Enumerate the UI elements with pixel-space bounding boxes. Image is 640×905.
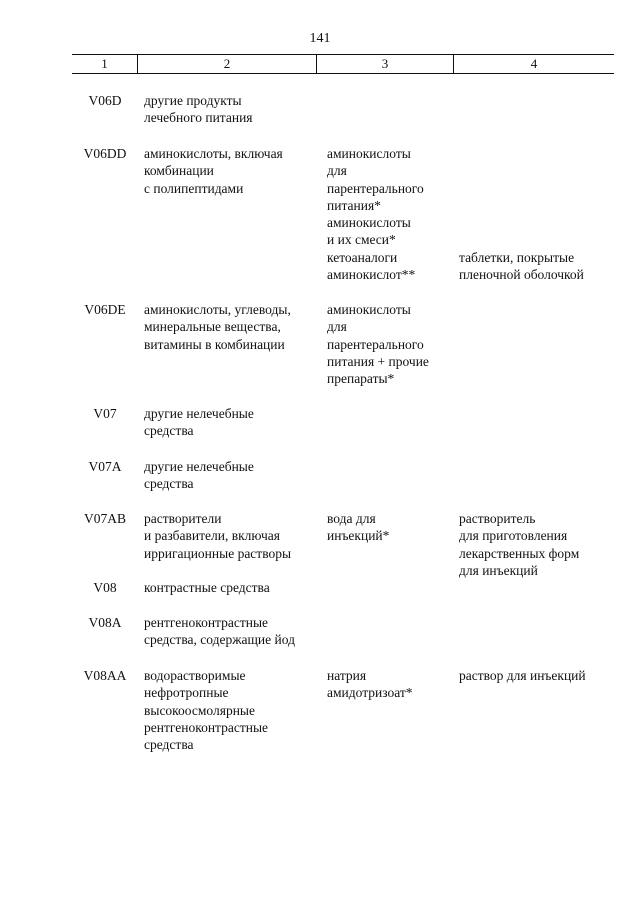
- atc-code: V07AB: [83, 511, 126, 526]
- group-name: контрастные средства: [144, 580, 270, 595]
- drug-name: аминокислоты для парентерального питания + прочие препараты*: [327, 302, 429, 387]
- drug-name: натрия амидотризоат*: [327, 668, 413, 701]
- atc-code: V08AA: [83, 668, 127, 683]
- header-bottom-rule: [72, 73, 614, 74]
- header-col-1: 1: [101, 56, 108, 71]
- header-col-3: 3: [381, 56, 389, 71]
- group-name: аминокислоты, углеводы, минеральные вещества, витамины в комбинации: [144, 302, 291, 352]
- table-header: [72, 54, 614, 74]
- atc-code: V06DE: [84, 302, 126, 317]
- drug-name: аминокислоты для парентерального питания* аминокислоты и их смеси* кетоаналоги аминокислот**: [327, 146, 424, 283]
- page-number: 141: [309, 31, 331, 46]
- group-name: водорастворимые нефротропные высокоосмолярные рентгеноконтрастные средства: [144, 668, 269, 753]
- dosage-form: растворитель для приготовления лекарственных форм для инъекций: [459, 511, 580, 578]
- atc-code: V07: [93, 406, 117, 421]
- group-name: другие нелечебные средства: [144, 406, 254, 439]
- dosage-form: таблетки, покрытые пленочной оболочкой: [459, 250, 584, 283]
- drug-name: вода для инъекций*: [327, 511, 390, 544]
- group-name: рентгеноконтрастные средства, содержащие йод: [144, 615, 295, 648]
- atc-code: V06DD: [83, 146, 127, 161]
- dosage-form: раствор для инъекций: [459, 668, 586, 683]
- atc-code: V08: [93, 580, 117, 595]
- group-name: другие продукты лечебного питания: [144, 93, 253, 126]
- header-col-2: 2: [223, 56, 231, 71]
- atc-code: V06D: [88, 93, 122, 108]
- group-name: другие нелечебные средства: [144, 459, 254, 492]
- atc-code: V07A: [88, 459, 122, 474]
- group-name: растворители и разбавители, включая ирригационные растворы: [144, 511, 292, 561]
- group-name: аминокислоты, включая комбинации с полипептидами: [144, 146, 283, 196]
- header-col-4: 4: [530, 56, 538, 71]
- atc-code: V08A: [88, 615, 122, 630]
